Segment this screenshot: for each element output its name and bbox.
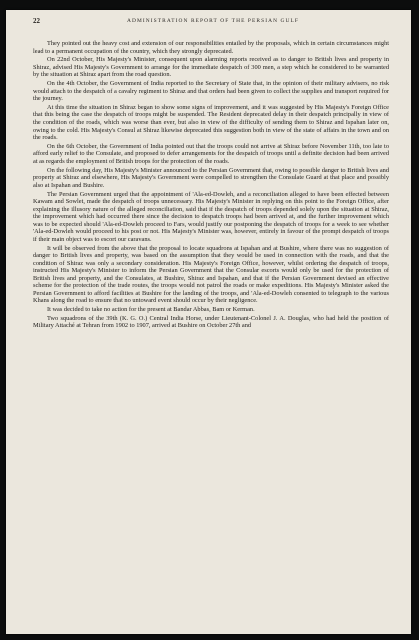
running-head: ADMINISTRATION REPORT OF THE PERSIAN GULF	[126, 18, 299, 24]
paragraph: It was decided to take no action for the present at Bandar Abbas, Bam or Kerman.	[47, 306, 255, 314]
paragraph: On 22nd October, His Majesty's Minister, consequent upon alarming reports received as to danger to British lives and property in Shiraz, advised His Majesty's Government to arrange for the immediate despatch of 300 men, a step which he considered to be warranted by the situation at Shiraz apart from the road question.	[33, 56, 389, 79]
page-number: 22	[33, 17, 40, 25]
paragraph: On the 6th October, the Government of India pointed out that the troops could not arrive at Shiraz before November 11th, too late to afford early relief to the Consulate, and proposed to defer arrangements for the despatch of troops until a definite decision had been arrived at as regards the employment of British troops for the protection of the roads.	[33, 142, 389, 165]
paragraph: It will be observed from the above that the proposal to locate squadrons at Ispahan and at Bushire, where there was no suggestion of danger to British lives and property, was based on the assumption that they would be used in connection with the roads, and that the condition of Shiraz was only a secondary consideration. His Majesty's Foreign Office, however, whilst ordering the despatch of troops, instructed His Majesty's Minister to inform the Persian Government that the Consular escorts would only be used for the protection of British lives and property, and the Consulates, at Bushire, Shiraz and Ispahan, and that if the Persian Government devised an effective scheme for the protection of the trade routes, the troops would not patrol the roads or make expeditions. His Majesty's Minister asked the Persian Government to afford facilities at Bushire for the landing of the troops, and 'Ala-ed-Dowleh consented to telegraph to the various Khans along the road to ensure that no untoward event should occur by their negligence.	[33, 244, 389, 305]
body-text	[33, 40, 389, 331]
paragraph: They pointed out the heavy cost and extension of our responsibilities entailed by the proposals, which in certain circumstances might lead to a permanent occupation of the country, which they strongly deprecated.	[33, 40, 389, 55]
paragraph: On the following day, His Majesty's Minister announced to the Persian Government that, owing to possible danger to British lives and property at Shiraz and elsewhere, His Majesty's Government were compelled to strengthen the Consulate Guard at that place and possibly also at Ispahan and Bushire.	[33, 166, 389, 189]
paragraph: At this time the situation in Shiraz began to show some signs of improvement, and it was suggested by His Majesty's Foreign Office that this being the case the despatch of troops might be suspended. The Resident deprecated delay in their despatch principally in view of the condition of the roads, which was worse than ever, but also in view of the difficulty of sending them to Shiraz and Ispahan later on, owing to the cold. His Majesty's Consul at Shiraz likewise deprecated this suggestion both in view of the state of affairs in the town and on the roads.	[33, 103, 389, 142]
document-page	[6, 10, 411, 634]
paragraph: The Persian Government urged that the appointment of 'Ala-ed-Dowleh, and a reconciliation alleged to have been effected between Kawam and Sowlet, made the despatch of troops unnecessary. His Majesty's Minister in replying on this point to the Foreign Office, after explaining the illusory nature of the alleged reconciliation, said that if the despatch of troops depended solely upon the situation at Shiraz, the improvement which had occurred there since the decision to despatch troops had been arrived at, and the further improvement which was to be expected should 'Ala-ed-Dowleh proceed to Fars, would justify our postponing the despatch of troops for a week to see whether 'Ala-ed-Dowleh would proceed to his post or not. His Majesty's Minister was, however, entirely in favour of the prompt despatch of troops if their main object was to escort our caravans.	[33, 190, 389, 243]
paragraph: On the 4th October, the Government of India reported to the Secretary of State that, in the opinion of their military advisers, no risk would attach to the despatch of a cavalry regiment to Shiraz and that orders had been given to collect the supplies and transport required for the journey.	[33, 80, 389, 103]
page-header	[33, 16, 393, 28]
paragraph: Two squadrons of the 39th (K. G. O.) Central India Horse, under Lieutenant-Colonel J. A. Douglas, who had held the position of Military Attaché at Tehran from 1902 to 1907, arrived at Bushire on October 27th and	[33, 314, 389, 330]
